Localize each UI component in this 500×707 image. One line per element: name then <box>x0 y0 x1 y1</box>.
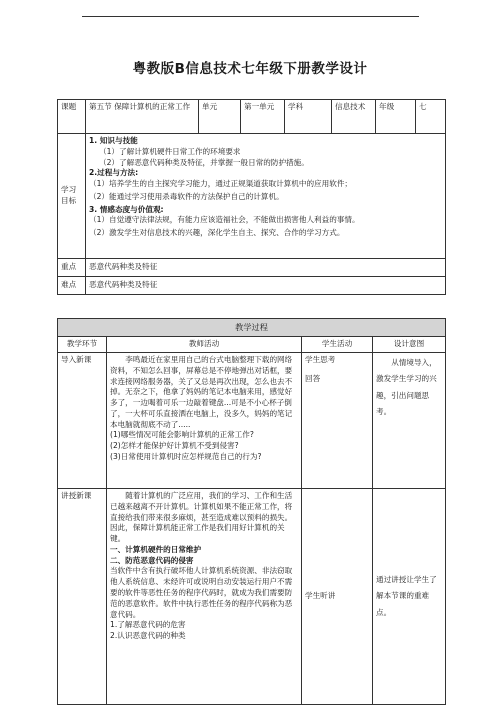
lecture-student-activity: 学生听讲 <box>302 489 373 705</box>
intro-question: (2)怎样才能保护好计算机不受到侵害? <box>110 441 239 451</box>
goals-item: （1）培养学生的自主探究学习能力，通过正规渠道获取计算机中的应用软件； <box>89 179 353 189</box>
column-header: 教学环节 <box>58 337 107 353</box>
lecture-item: 2.认识恶意代码的种类 <box>110 631 186 641</box>
grade-label: 年级 <box>376 100 416 134</box>
lecture-item: 1.了解恶意代码的危害 <box>110 620 186 630</box>
goals-section-2-title: 2.过程与方法: <box>89 168 139 178</box>
teaching-process-table <box>57 318 446 705</box>
goals-content <box>86 134 446 259</box>
goals-item: （2）能通过学习使用杀毒软件的方法保护自己的计算机。 <box>89 191 284 201</box>
goals-item: （2）了解恶意代码种类及特征，并掌握一般日常的防护措施。 <box>99 157 309 167</box>
lecture-teacher-activity <box>107 489 302 705</box>
lecture-heading: 一、计算机硬件的日常维护 <box>110 544 202 554</box>
column-header: 设计意图 <box>373 337 446 353</box>
process-title: 教学过程 <box>58 319 446 337</box>
goals-section-1-title: 1. 知识与技能 <box>89 136 138 145</box>
lesson-info-table <box>57 99 446 295</box>
intro-question: (1)哪些情况可能会影响计算机的正常工作? <box>110 430 254 440</box>
unit-value: 第一单元 <box>241 100 285 134</box>
top-rule <box>82 16 419 17</box>
goals-item: （1）了解计算机硬件日常工作的环境要求 <box>99 146 241 156</box>
intro-design-intent: 从情境导入，激发学生学习的兴趣，引出问题思考。 <box>373 353 446 489</box>
subject-label: 学科 <box>285 100 332 134</box>
stage-lecture: 讲授新课 <box>58 489 107 705</box>
page-title: 粤教版B信息技术七年级下册教学设计 <box>132 61 368 77</box>
lesson-value: 第五节 保障计算机的正常工作 <box>86 100 199 134</box>
goals-item: （1）自觉遵守法律法规，有能力应该造福社会，不能做出损害他人利益的事情。 <box>89 215 360 225</box>
goals-item: （2）激发学生对信息技术的兴趣，深化学生自主、探究、合作的学习方式。 <box>89 228 345 238</box>
key-point-label: 重点 <box>58 259 86 277</box>
stage-intro: 导入新课 <box>58 353 107 489</box>
difficulty-value: 恶意代码种类及特征 <box>86 277 446 295</box>
lesson-label: 课题 <box>58 100 86 134</box>
key-point-value: 恶意代码种类及特征 <box>86 259 446 277</box>
column-header: 学生活动 <box>302 337 373 353</box>
lecture-heading: 二、防范恶意代码的侵害 <box>110 555 194 565</box>
intro-question: (3)日常使用计算机时应怎样规范自己的行为? <box>110 452 262 462</box>
intro-story: 李鸣最近在家里用自己的台式电脑整理下载的网络资料，不知怎么回事，屏幕总是不停地弹出对话框，要求连接网络服务器，关了又总是再次出现，怎么也去不掉。无奈之下，他拿了妈妈的笔记本电脑来用，感觉好多了，一边喝着可乐一边敲着键盘...可是不小心杯子倒了，一大杯可乐直接洒在电脑上，没多久，妈妈的笔记本电脑就彻底不动了..... <box>110 355 293 429</box>
difficulty-label: 难点 <box>58 277 86 295</box>
subject-value: 信息技术 <box>332 100 376 134</box>
goals-section-3-title: 3. 情感态度与价值观: <box>89 204 164 214</box>
goals-label: 学习 目标 <box>58 134 86 259</box>
grade-value: 七 <box>416 100 446 134</box>
intro-student-activity: 学生思考 回答 <box>302 353 373 489</box>
column-header: 教师活动 <box>107 337 302 353</box>
unit-label: 单元 <box>199 100 241 134</box>
lecture-intro: 随着计算机的广泛应用，我们的学习、工作和生活已越来越离不开计算机。计算机如果不能正常工作，将直接给我们带来很多麻烦，甚至造成难以预料的损失。因此，保障计算机能正常工作是我们用好计算机的关键。 <box>110 491 293 544</box>
lecture-design-intent: 通过讲授让学生了解本节课的重难点。 <box>373 489 446 705</box>
lecture-body: 当软件中含有执行破坏他人计算机系统资源、非法窃取他人系统信息、未经许可或说明自动安装运行用户不需要的软件等恶性任务的程序代码时，就成为我们需要防范的恶意软件。软件中执行恶性任务的程序代码称为恶意代码。 <box>110 566 293 619</box>
intro-teacher-activity <box>107 353 302 489</box>
